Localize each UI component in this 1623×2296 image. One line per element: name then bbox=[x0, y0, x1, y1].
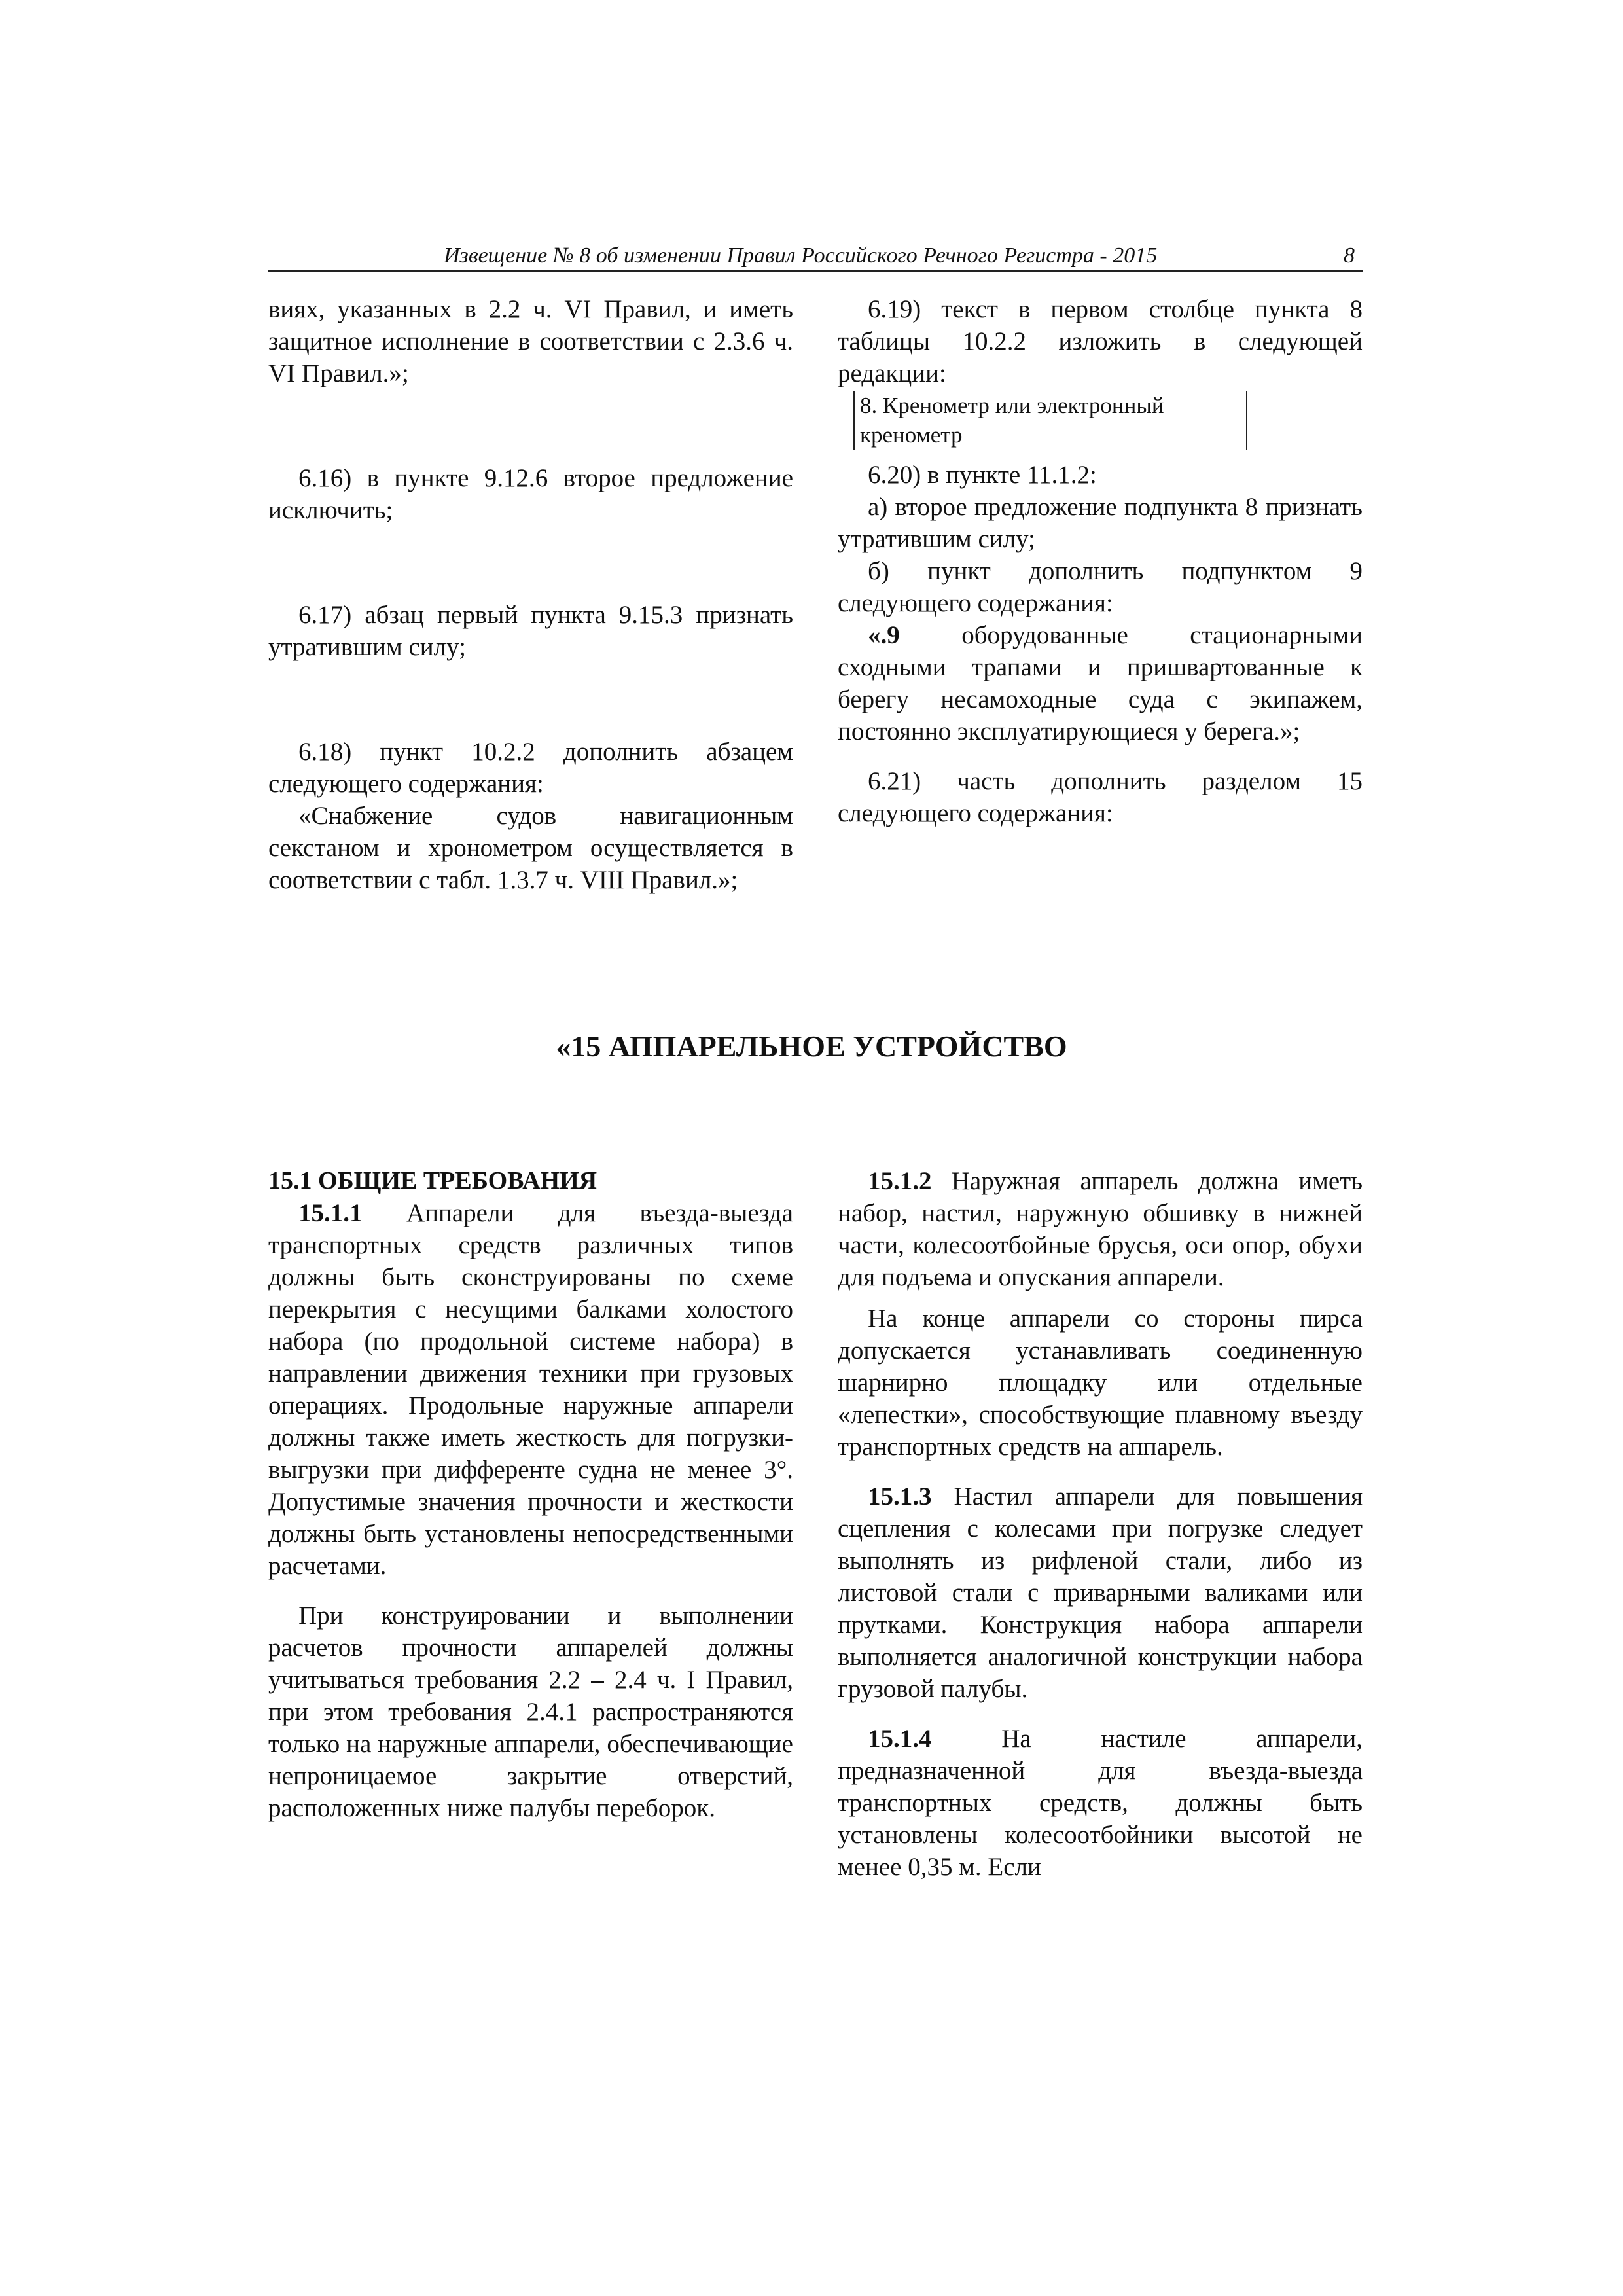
paragraph bbox=[838, 619, 1363, 747]
top-right-column bbox=[838, 293, 1363, 829]
item-text: Аппарели для въезда-выезда транспортных средств различных типов должны быть сконструированы по схеме перекрытия с несущими балками холостого набора (по продольной системе набора) в направлении движения техники при грузовых операциях. Продольные наружные аппарели должны также иметь жесткость для погрузки-выгрузки при дифференте судна не менее 3°. Допустимые значения прочности и жесткости должны быть установлены непосредственными расчетами. bbox=[268, 1199, 793, 1580]
paragraph: 6.19) текст в первом столбце пункта 8 таблицы 10.2.2 изложить в следующей редакции: bbox=[838, 295, 1363, 387]
top-left-column bbox=[268, 293, 793, 896]
paragraph: При конструировании и выполнении расчетов прочности аппарелей должны учитываться требования 2.2 – 2.4 ч. I Правил, при этом требования 2.4.1 распространяются только на наружные аппарели, обеспечивающие непроницаемое закрытие отверстий, расположенных ниже палубы переборок. bbox=[268, 1602, 793, 1822]
running-header bbox=[268, 243, 1363, 272]
paragraph: «Снабжение судов навигационным секстаном и хронометром осуществляется в соответствии с табл. 1.3.7 ч. VIII Правил.»; bbox=[268, 802, 793, 894]
paragraph bbox=[268, 1197, 793, 1582]
item-number: 15.1.1 bbox=[298, 1199, 363, 1227]
item-text: Наружная аппарель должна иметь набор, настил, наружную обшивку в нижней части, колесоотбойные брусья, оси опор, обухи для подъема и опускания аппарели. bbox=[838, 1167, 1363, 1291]
paragraph: На конце аппарели со стороны пирса допускается устанавливать соединенную шарнирно площадку или отдельные «лепестки», способствующие плавному въезду транспортных средств на аппарель. bbox=[838, 1304, 1363, 1461]
paragraph: 6.18) пункт 10.2.2 дополнить абзацем следующего содержания: bbox=[268, 738, 793, 798]
paragraph: а) второе предложение подпункта 8 признать утратившим силу; bbox=[838, 493, 1363, 553]
paragraph: виях, указанных в 2.2 ч. VI Правил, и иметь защитное исполнение в соответствии с 2.3.6 ч. VI Правил.»; bbox=[268, 295, 793, 387]
item-number: 15.1.3 bbox=[868, 1482, 932, 1511]
page-number: 8 bbox=[1344, 243, 1355, 268]
item-text: Настил аппарели для повышения сцепления с колесами при погрузке следует выполнять из рифленой стали, либо из листовой стали с приварными валиками или прутками. Конструкция набора аппарели выполняется аналогичной конструкции набора грузовой палубы. bbox=[838, 1482, 1363, 1703]
item-text: оборудованные стационарными сходными трапами и пришвартованные к берегу несамоходные суда с экипажем, постоянно эксплуатирующиеся у берега.»; bbox=[838, 621, 1363, 745]
paragraph bbox=[838, 1480, 1363, 1705]
item-number: «.9 bbox=[868, 621, 900, 649]
paragraph: б) пункт дополнить подпунктом 9 следующего содержания: bbox=[838, 557, 1363, 617]
item-number: 15.1.2 bbox=[868, 1167, 932, 1195]
header-title: Извещение № 8 об изменении Правил Российского Речного Регистра - 2015 bbox=[444, 243, 1158, 268]
section-title: «15 АППАРЕЛЬНОЕ УСТРОЙСТВО bbox=[556, 1030, 1067, 1063]
paragraph: 6.16) в пункте 9.12.6 второе предложение исключить; bbox=[268, 464, 793, 524]
paragraph: 6.20) в пункте 11.1.2: bbox=[868, 461, 1097, 489]
paragraph bbox=[838, 1165, 1363, 1293]
table-cell: 8. Кренометр или электронный кренометр bbox=[853, 391, 1247, 450]
item-number: 15.1.4 bbox=[868, 1725, 932, 1753]
paragraph: 6.17) абзац первый пункта 9.15.3 признать утратившим силу; bbox=[268, 601, 793, 661]
item-text: На настиле аппарели, предназначенной для въезда-выезда транспортных средств, должны быть установлены колесоотбойники высотой не менее 0,35 м. Если bbox=[838, 1725, 1363, 1881]
subsection-title: 15.1 ОБЩИЕ ТРЕБОВАНИЯ bbox=[268, 1167, 597, 1194]
bottom-right-column bbox=[838, 1165, 1363, 1883]
paragraph bbox=[838, 1723, 1363, 1883]
bottom-left-column bbox=[268, 1165, 793, 1824]
paragraph: 6.21) часть дополнить разделом 15 следующего содержания: bbox=[838, 767, 1363, 827]
